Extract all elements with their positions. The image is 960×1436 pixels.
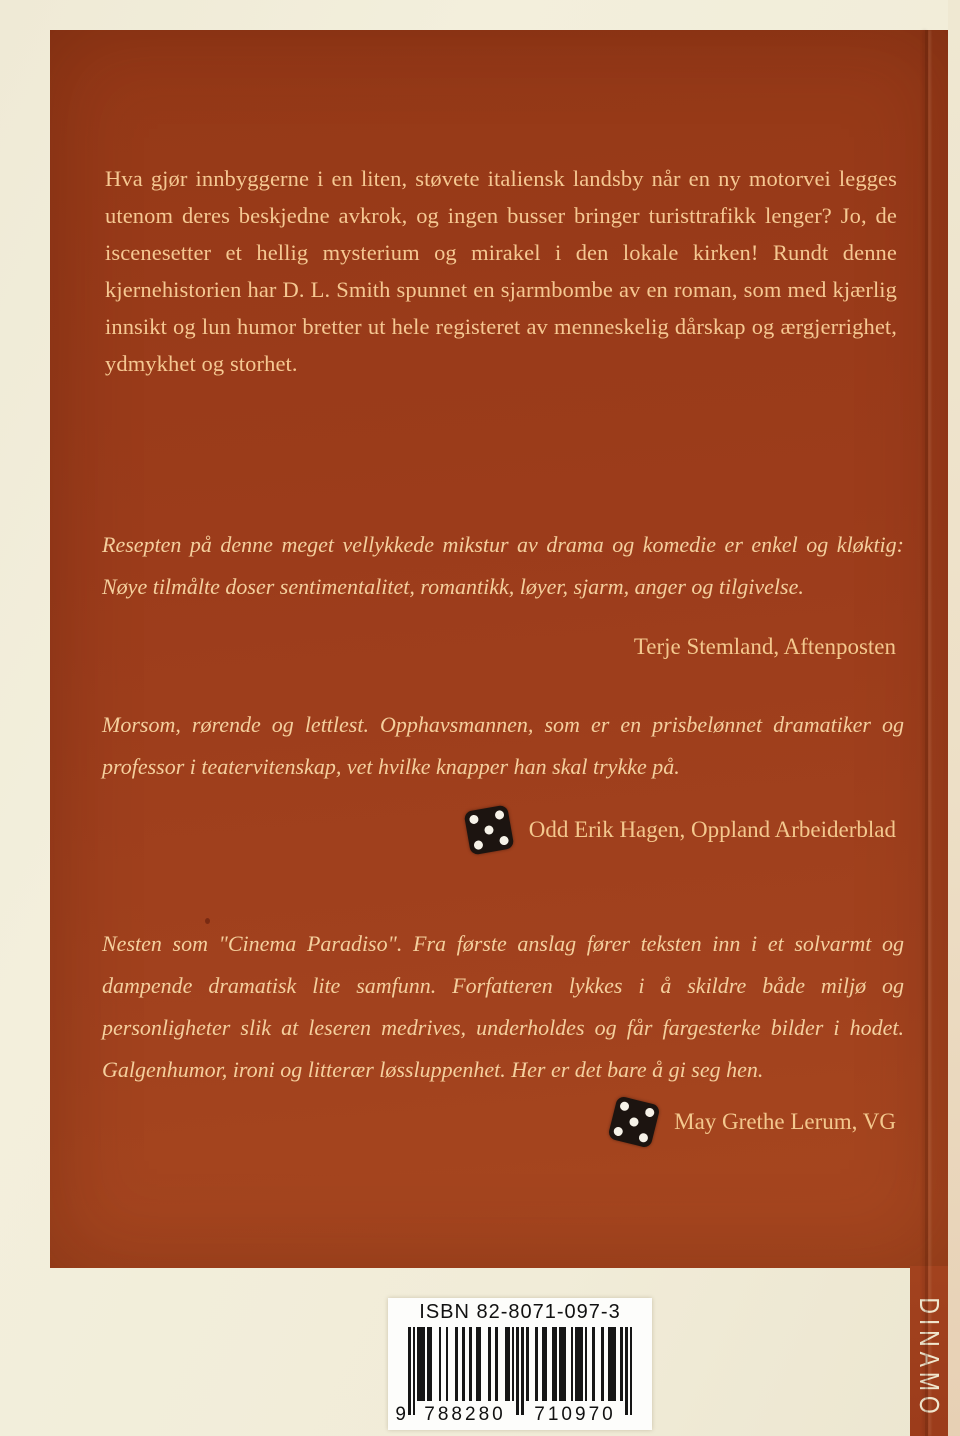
spine-strip <box>910 1266 948 1436</box>
die-pip <box>473 840 483 850</box>
cover-crease <box>925 30 928 1436</box>
publisher-logo-dinamo: DINAMO <box>914 1297 945 1419</box>
die-pip <box>645 1107 656 1118</box>
barcode-bar <box>571 1327 574 1401</box>
barcode-bar <box>592 1327 595 1401</box>
review-attribution-row-oppland <box>102 804 896 856</box>
die-pip <box>484 825 494 835</box>
barcode-bar <box>439 1327 442 1401</box>
barcode-bar <box>462 1327 465 1401</box>
barcode-bar <box>469 1327 472 1401</box>
blurb-text: Hva gjør innbyggerne i en liten, støvete italiensk landsby når en ny motorvei legges utenom deres beskjedne avkrok, og ingen busser bringer turisttrafikk lenger? Jo, de iscenesetter et hellig mysterium og mirakel i den lokale kirken! Rundt denne kjernehistorien har D. L. Smith spunnet en sjarmbombe av en roman, som med kjærlig innsikt og lun humor bretter ut hele registeret av menneskelig dårskap og ærgjerrighet, ydmykhet og storhet. <box>105 166 897 376</box>
dice-five-icon <box>463 805 514 856</box>
review-quote-aftenposten: Resepten på denne meget vellykkede mikstur av drama og komedie er enkel og kløktig: Nøye tilmålte doser sentimentalitet, romantikk, løyer, sjarm, anger og tilgivelse. <box>102 532 904 599</box>
review-attribution-oppland: Odd Erik Hagen, Oppland Arbeiderblad <box>528 817 896 842</box>
barcode-bar <box>545 1327 548 1401</box>
barcode-bar <box>526 1327 529 1401</box>
ean13-barcode: 9 788280 710970 <box>408 1327 632 1427</box>
barcode-bar <box>512 1327 515 1401</box>
die-pip <box>613 1126 624 1137</box>
cover-edge <box>948 0 960 1436</box>
die-pip <box>468 814 478 824</box>
dice-five-icon <box>607 1095 660 1148</box>
barcode-bar <box>625 1327 628 1415</box>
review-attribution-aftenposten: Terje Stemland, Aftenposten <box>633 634 896 659</box>
barcode-bar <box>446 1327 449 1401</box>
die-pip <box>629 1117 640 1128</box>
barcode-bar <box>455 1327 458 1401</box>
review-attribution-row-vg <box>102 1096 896 1148</box>
die-pip <box>638 1133 649 1144</box>
barcode-bar <box>521 1327 524 1415</box>
isbn-barcode <box>388 1298 652 1430</box>
print-speck <box>205 918 210 924</box>
barcode-bar <box>422 1327 425 1401</box>
barcode-bar <box>620 1327 623 1401</box>
barcode-bar <box>429 1327 432 1401</box>
barcode-bar <box>564 1327 567 1401</box>
barcode-bar <box>516 1327 519 1415</box>
barcode-bar <box>488 1327 491 1401</box>
blurb-panel <box>50 30 948 1268</box>
barcode-bar <box>507 1327 510 1401</box>
die-pip <box>494 809 504 819</box>
die-pip <box>499 835 509 845</box>
review-quote-vg: Nesten som "Cinema Paradiso". Fra første anslag fører teksten inn i et solvarmt og dampende dramatisk lite samfunn. Forfatteren lykkes i å skildre både miljø og personligheter slik at leseren medrives, underholdes og får fargesterke bilder i hodet. Galgenhumor, ironi og litterær løssluppenhet. Her er det bare å gi seg hen. <box>102 931 904 1082</box>
barcode-bar <box>585 1327 588 1401</box>
isbn-label: ISBN 82-8071-097-3 <box>419 1301 621 1323</box>
review-attribution-vg: May Grethe Lerum, VG <box>674 1109 896 1134</box>
barcode-bar <box>613 1327 616 1401</box>
barcode-bar <box>554 1327 557 1401</box>
barcode-bar <box>535 1327 538 1401</box>
barcode-bar <box>630 1327 633 1415</box>
review-quote-oppland-arbeiderblad: Morsom, rørende og lettlest. Opphavsmannen, som er en prisbelønnet dramatiker og professor i teatervitenskap, vet hvilke knapper han skal trykke på. <box>102 712 904 779</box>
barcode-bar <box>580 1327 583 1401</box>
barcode-bar <box>479 1327 482 1401</box>
die-pip <box>619 1101 630 1112</box>
barcode-bar <box>413 1327 416 1415</box>
barcode-bar <box>495 1327 498 1401</box>
barcode-bar <box>601 1327 604 1401</box>
barcode-bar <box>408 1327 411 1415</box>
